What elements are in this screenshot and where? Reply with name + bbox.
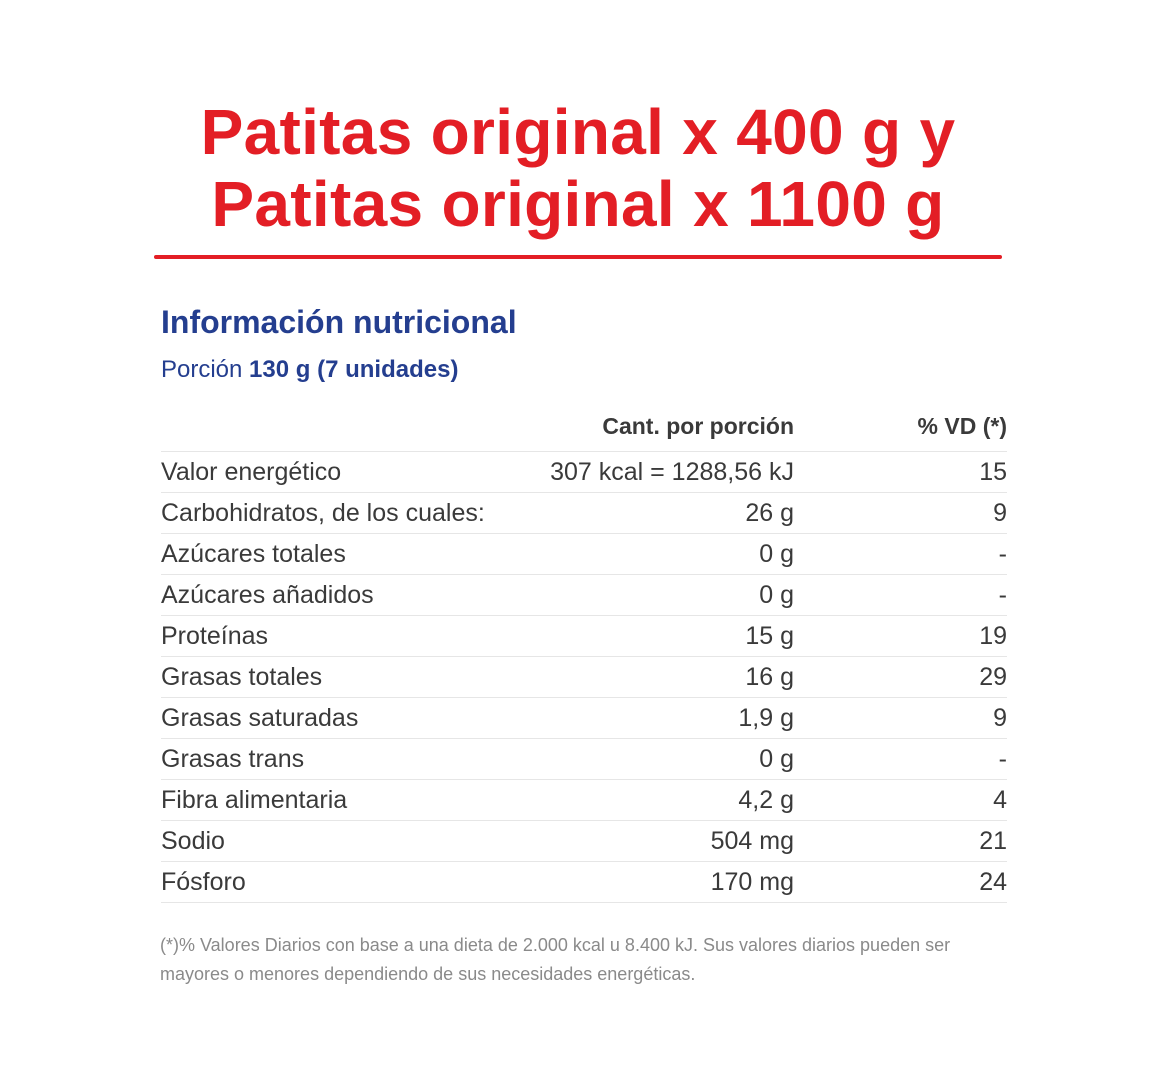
portion-line — [161, 354, 458, 386]
table-row — [161, 780, 1007, 821]
nutrient-daily-value: 15 — [979, 457, 1007, 486]
footnote: (*)% Valores Diarios con base a una dieta de 2.000 kcal u 8.400 kJ. Sus valores diarios pueden ser mayores o menores dependiendo de sus necesidades energéticas. — [160, 935, 951, 984]
nutrient-name: Grasas totales — [161, 662, 323, 691]
table-row — [161, 616, 1007, 657]
nutrient-name: Fibra alimentaria — [161, 785, 348, 814]
nutrient-quantity: 170 mg — [710, 867, 794, 896]
table-row — [161, 657, 1007, 698]
header-quantity: Cant. por porción — [602, 413, 794, 439]
nutrient-daily-value: 21 — [979, 826, 1007, 855]
nutrient-quantity: 26 g — [745, 498, 794, 527]
nutrient-quantity: 1,9 g — [738, 703, 794, 732]
nutrient-quantity: 16 g — [745, 662, 794, 691]
table-row — [161, 493, 1007, 534]
table-row — [161, 698, 1007, 739]
table-header — [161, 408, 1007, 444]
nutrient-daily-value: - — [998, 580, 1007, 609]
nutrient-name: Azúcares añadidos — [161, 580, 374, 609]
nutrient-daily-value: 19 — [979, 621, 1007, 650]
nutrition-table — [161, 451, 1007, 903]
nutrient-daily-value: 4 — [993, 785, 1007, 814]
title-divider — [154, 255, 1002, 259]
product-title-line-1: Patitas original x 400 g y — [200, 96, 956, 168]
nutrient-daily-value: 9 — [993, 703, 1007, 732]
table-row — [161, 739, 1007, 780]
nutrient-daily-value: 24 — [979, 867, 1007, 896]
nutrient-name: Grasas trans — [161, 744, 305, 773]
table-row — [161, 452, 1007, 493]
nutrient-name: Sodio — [161, 826, 225, 855]
nutrient-daily-value: - — [998, 539, 1007, 568]
nutrition-table-body — [161, 452, 1007, 903]
table-row — [161, 862, 1007, 903]
table-row — [161, 575, 1007, 616]
nutrient-name: Grasas saturadas — [161, 703, 359, 732]
nutrient-daily-value: - — [998, 744, 1007, 773]
nutrient-daily-value: 29 — [979, 662, 1007, 691]
table-row — [161, 534, 1007, 575]
product-title-line-2: Patitas original x 1100 g — [211, 168, 945, 240]
nutrient-quantity: 0 g — [759, 580, 794, 609]
nutrient-name: Proteínas — [161, 621, 269, 650]
nutrient-name: Azúcares totales — [161, 539, 346, 568]
portion-value: 130 g (7 unidades) — [249, 356, 459, 383]
nutrient-quantity: 4,2 g — [738, 785, 794, 814]
nutrient-name: Fósforo — [161, 867, 246, 896]
section-title: Información nutricional — [161, 304, 517, 340]
portion-label: Porción — [161, 356, 243, 383]
nutrient-quantity: 0 g — [759, 539, 794, 568]
nutrient-quantity: 0 g — [759, 744, 794, 773]
nutrient-quantity: 504 mg — [710, 826, 794, 855]
nutrient-quantity: 307 kcal = 1288,56 kJ — [550, 457, 794, 486]
nutrient-name: Carbohidratos, de los cuales: — [161, 498, 485, 527]
nutrient-quantity: 15 g — [745, 621, 794, 650]
nutrient-name: Valor energético — [161, 457, 342, 486]
product-title — [0, 96, 1156, 240]
table-row — [161, 821, 1007, 862]
nutrient-daily-value: 9 — [993, 498, 1007, 527]
header-daily-value: % VD (*) — [917, 413, 1007, 439]
